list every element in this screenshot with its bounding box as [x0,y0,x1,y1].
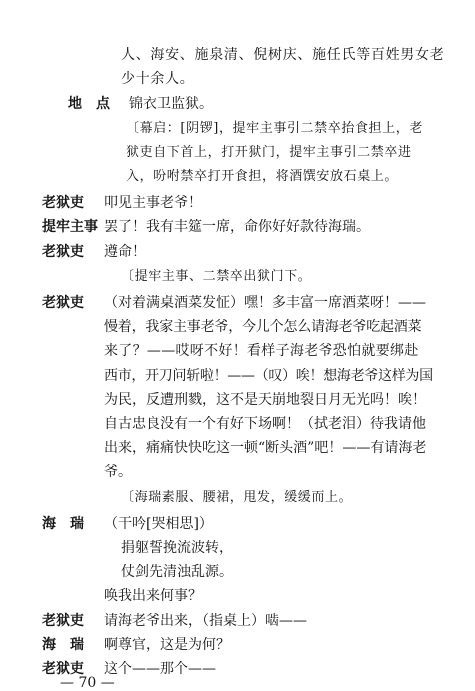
scene-location: 锦衣卫监狱。 [129,96,213,112]
text-line: 少十余人。 [121,71,195,87]
stage-direction: 入，吩咐禁卒打开食担，将酒馔安放石桌上。 [126,169,399,184]
stage-direction: 〔幕启：[阴锣]，提牢主事引二禁卒抬食担上，老 [126,121,423,136]
dialogue-line: 请海老爷出来，（指桌上）啮—— [104,613,307,629]
speaker-label: 老狱吏 [42,661,84,677]
speaker-label: 老狱吏 [42,295,84,311]
speaker-label: 提牢主事 [42,219,98,235]
dialogue-line: 罢了！我有丰筵一席，命你好好款待海瑞。 [104,219,370,235]
speaker-label: 海 瑞 [42,637,84,653]
dialogue-line: 为民，反遭刑戮，这不是天崩地裂日月无光吗！唉！ [104,392,426,408]
speaker-label: 老狱吏 [42,244,84,260]
dialogue-line: 啊尊官，这是为何？ [104,637,230,653]
dialogue-line: 自古忠良没有一个有好下场啊！（拭老泪）待我请他 [104,416,426,432]
stage-direction: 〔提牢主事、二禁卒出狱门下。 [121,269,312,284]
dialogue-line: 出来，痛痛快快吃这一顿“断头酒”吧！——有请海老 [104,440,427,456]
dialogue-line: 来了？——哎呀不好！看样子海老爷恐怕就要绑赴 [104,343,419,359]
dialogue-line: （干吟[哭相思]） [104,516,213,532]
dialogue-line: 慢着，我家主事老爷，今儿个怎么请海老爷吃起酒菜 [104,319,422,335]
speaker-label: 海 瑞 [42,516,84,532]
verse-line: 仗剑先清浊乱源。 [121,564,233,580]
text-line: 人、海安、施泉清、倪树庆、施任氏等百姓男女老 [121,47,445,63]
dialogue-line: 遵命！ [104,244,146,260]
page-number: — 70 — [60,675,115,691]
dialogue-line: 西市，开刀问斩啦！——（叹）唉！想海老爷这样为国 [104,368,433,384]
speaker-label: 老狱吏 [42,613,84,629]
stage-direction: 〔海瑞素服、腰裙，甩发，缓缓而上。 [121,490,353,505]
verse-line: 捐躯誓挽流波转， [121,540,233,556]
dialogue-line: 爷。 [104,464,132,480]
speaker-label: 老狱吏 [42,195,84,211]
stage-direction: 狱吏自下首上，打开狱门，提牢主事引二禁卒进 [126,145,412,160]
dialogue-line: 这个——那个—— [104,661,216,677]
dialogue-line: 叩见主事老爷！ [104,195,202,211]
dialogue-line: （对着满桌酒菜发怔）嘿！多丰富一席酒菜呀！—— [104,295,426,311]
dialogue-line: 唤我出来何事？ [104,588,202,604]
scene-label: 地 点 [68,96,110,112]
